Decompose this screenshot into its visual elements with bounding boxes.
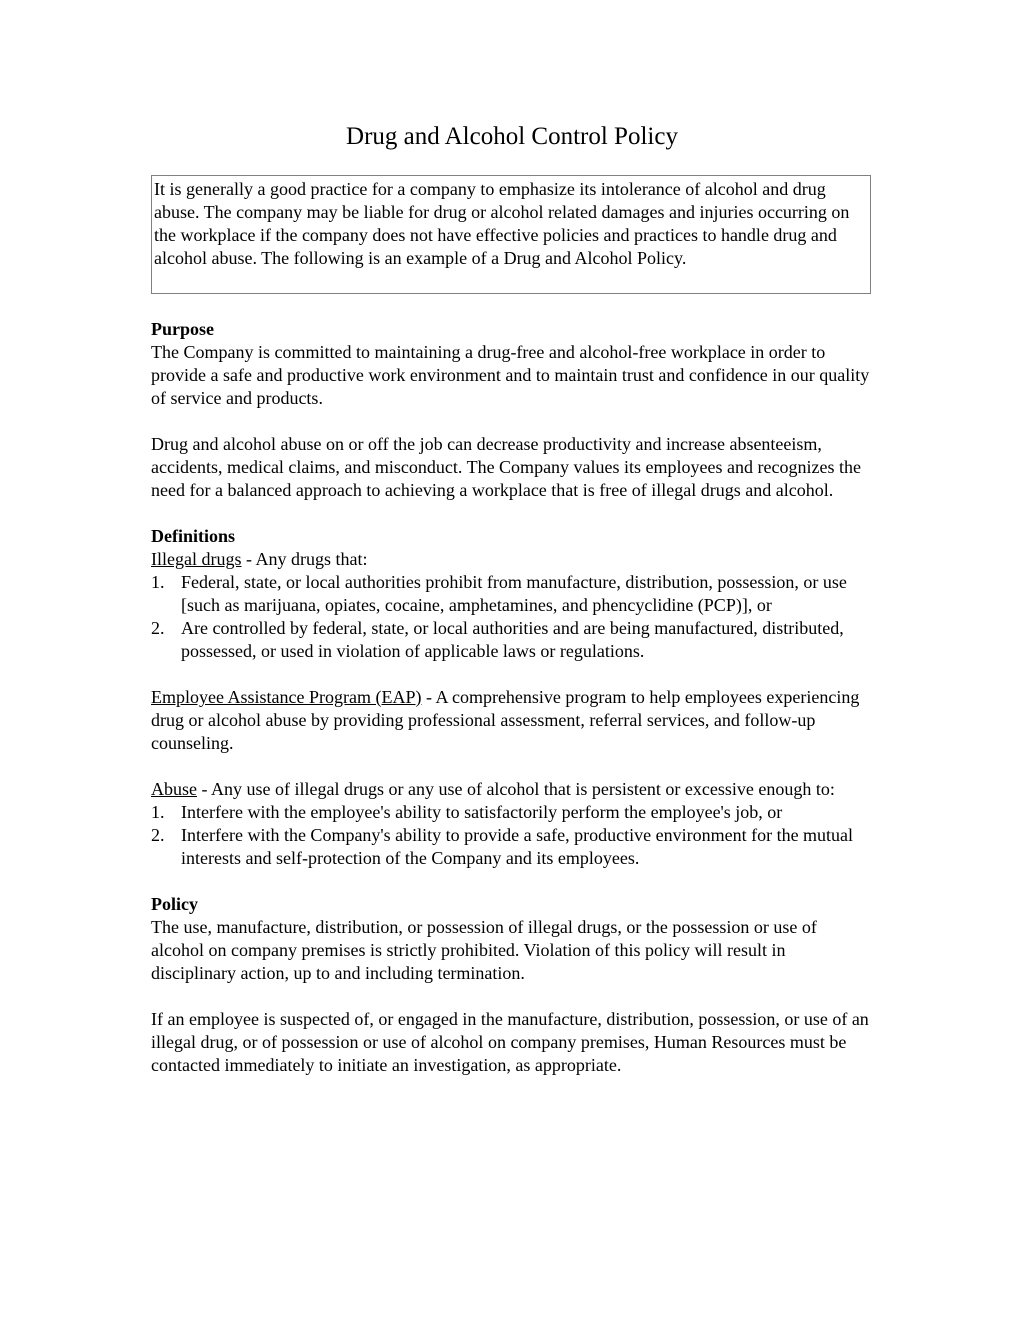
illegal-drugs-list — [151, 571, 873, 663]
page-title: Drug and Alcohol Control Policy — [346, 123, 678, 150]
list-number: 2. — [151, 825, 165, 845]
eap-definition — [151, 686, 873, 755]
abuse-definition — [151, 778, 873, 801]
list-item-text: Federal, state, or local authorities prohibit from manufacture, distribution, possession, or use [such as marijuana, opiates, cocaine, amphetamines, and phencyclidine (PCP)], or — [181, 572, 847, 615]
policy-paragraph-2: If an employee is suspected of, or engaged in the manufacture, distribution, possession, or use of an illegal drug, or of possession or use of alcohol on company premises, Human Resources must be contacted immediately to initiate an investigation, as appropriate. — [151, 1009, 869, 1075]
policy-section-2 — [151, 1008, 873, 1077]
policy-paragraph-1: The use, manufacture, distribution, or possession of illegal drugs, or the possession or use of alcohol on company premises is strictly prohibited. Violation of this policy will result in disciplinary action, up to and including termination. — [151, 917, 817, 983]
illegal-drugs-term: Illegal drugs — [151, 549, 242, 569]
document-body — [151, 318, 873, 1100]
abuse-text: - Any use of illegal drugs or any use of alcohol that is persistent or excessive enough to: — [197, 779, 835, 799]
abuse-section — [151, 778, 873, 870]
purpose-section — [151, 318, 873, 410]
abuse-term: Abuse — [151, 779, 197, 799]
purpose-paragraph-2: Drug and alcohol abuse on or off the job can decrease productivity and increase absenteeism, accidents, medical claims, and misconduct. The Company values its employees and recognizes the need for a balanced approach to achieving a workplace that is free of illegal drugs and alcohol. — [151, 434, 861, 500]
definitions-section — [151, 525, 873, 663]
intro-box: It is generally a good practice for a company to emphasize its intolerance of alcohol and drug abuse. The company may be liable for drug or alcohol related damages and injuries occurring on the workplace if the company does not have effective policies and practices to handle drug and alcohol abuse. The following is an example of a Drug and Alcohol Policy. — [151, 175, 871, 294]
illegal-drugs-definition — [151, 548, 873, 571]
policy-heading: Policy — [151, 894, 198, 914]
abuse-list — [151, 801, 873, 870]
eap-term: Employee Assistance Program (EAP) — [151, 687, 422, 707]
list-item-text: Are controlled by federal, state, or local authorities and are being manufactured, distributed, possessed, or used in violation of applicable laws or regulations. — [181, 618, 844, 661]
list-number: 2. — [151, 618, 165, 638]
policy-section — [151, 893, 873, 985]
purpose-paragraph-1: The Company is committed to maintaining a drug-free and alcohol-free workplace in order to provide a safe and productive work environment and to maintain trust and confidence in our quality of service and products. — [151, 342, 870, 408]
list-item — [151, 824, 873, 870]
definitions-heading: Definitions — [151, 526, 236, 546]
list-item — [151, 617, 873, 663]
illegal-drugs-text: - Any drugs that: — [241, 549, 368, 569]
list-number: 1. — [151, 572, 165, 592]
eap-text: - A comprehensive program to help employees experiencing drug or alcohol abuse by providing professional assessment, referral services, and follow-up counseling. — [151, 687, 860, 753]
list-item — [151, 571, 873, 617]
purpose-heading: Purpose — [151, 319, 214, 339]
list-item — [151, 801, 873, 824]
purpose-section-2 — [151, 433, 873, 502]
list-item-text: Interfere with the employee's ability to satisfactorily perform the employee's job, or — [181, 802, 783, 822]
list-item-text: Interfere with the Company's ability to provide a safe, productive environment for the mutual interests and self-protection of the Company and its employees. — [181, 825, 854, 868]
eap-section — [151, 686, 873, 755]
list-number: 1. — [151, 802, 165, 822]
